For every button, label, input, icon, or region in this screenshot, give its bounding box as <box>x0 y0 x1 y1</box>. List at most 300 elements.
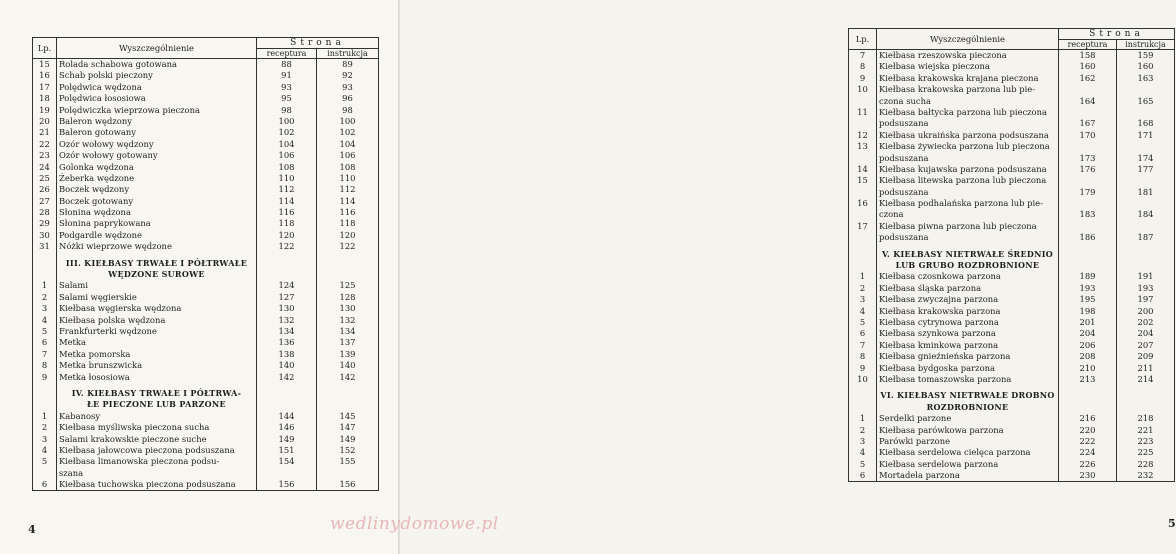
row-name: Słonina wędzona <box>57 207 257 218</box>
row-name: Golonka wędzona <box>57 162 257 173</box>
row-name: Salami węgierskie <box>57 292 257 303</box>
page-receptura: 144 <box>257 411 317 422</box>
section-title: WĘDZONE SUROWE <box>57 269 257 280</box>
table-row <box>33 411 379 422</box>
page-instrukcja: 193 <box>1117 283 1175 294</box>
table-row <box>33 150 379 161</box>
row-number: 4 <box>849 306 877 317</box>
page-receptura: 100 <box>257 116 317 127</box>
table-row <box>33 422 379 433</box>
row-name: podsuszana <box>877 232 1059 243</box>
row-number: 7 <box>33 349 57 360</box>
header-instrukcja: instrukcja <box>1117 40 1175 50</box>
page-receptura: 95 <box>257 93 317 104</box>
row-number: 6 <box>33 479 57 491</box>
row-number: 2 <box>33 292 57 303</box>
table-row <box>33 207 379 218</box>
table-row <box>849 164 1175 175</box>
page-receptura: 93 <box>257 82 317 93</box>
table-row <box>33 280 379 291</box>
table-row <box>849 459 1175 470</box>
page-instrukcja: 223 <box>1117 436 1175 447</box>
row-number: 9 <box>849 363 877 374</box>
page-instrukcja: 89 <box>317 59 379 71</box>
table-row <box>849 340 1175 351</box>
row-name: podsuszana <box>877 118 1059 129</box>
row-name: Kiełbasa węgierska wędzona <box>57 303 257 314</box>
page-receptura: 226 <box>1059 459 1117 470</box>
page-instrukcja: 165 <box>1117 96 1175 107</box>
row-number: 28 <box>33 207 57 218</box>
table-row <box>849 447 1175 458</box>
page-receptura: 118 <box>257 218 317 229</box>
row-name: Metka <box>57 337 257 348</box>
row-name: Kiełbasa tomaszowska parzona <box>877 374 1059 385</box>
page-instrukcja: 221 <box>1117 425 1175 436</box>
row-number: 6 <box>33 337 57 348</box>
row-name: Metka pomorska <box>57 349 257 360</box>
section-title: ŁE PIECZONE LUB PARZONE <box>57 399 257 410</box>
page-receptura: 91 <box>257 70 317 81</box>
table-row <box>849 73 1175 84</box>
page-receptura <box>1059 198 1117 209</box>
row-number: 1 <box>33 411 57 422</box>
table-row <box>33 372 379 383</box>
table-row <box>33 162 379 173</box>
row-number: 3 <box>849 436 877 447</box>
page-instrukcja: 187 <box>1117 232 1175 243</box>
page-instrukcja: 211 <box>1117 363 1175 374</box>
row-name: Kiełbasa bałtycka parzona lub pieczona <box>877 107 1059 118</box>
page-instrukcja: 214 <box>1117 374 1175 385</box>
row-number: 20 <box>33 116 57 127</box>
table-row <box>849 84 1175 95</box>
page-receptura: 127 <box>257 292 317 303</box>
row-number: 9 <box>849 73 877 84</box>
page-receptura <box>1059 221 1117 232</box>
row-name: Kiełbasa myśliwska pieczona sucha <box>57 422 257 433</box>
table-row <box>849 107 1175 118</box>
page-receptura: 134 <box>257 326 317 337</box>
page-instrukcja: 209 <box>1117 351 1175 362</box>
index-table-right <box>848 28 1175 482</box>
page-receptura: 195 <box>1059 294 1117 305</box>
page-instrukcja: 112 <box>317 184 379 195</box>
row-number: 1 <box>849 413 877 424</box>
row-name: czona sucha <box>877 96 1059 107</box>
row-name: Metka brunszwicka <box>57 360 257 371</box>
page-receptura: 140 <box>257 360 317 371</box>
row-number: 15 <box>33 59 57 71</box>
left-page <box>0 0 400 554</box>
table-row <box>849 187 1175 198</box>
table-row <box>33 292 379 303</box>
row-name: Kiełbasa szynkowa parzona <box>877 328 1059 339</box>
row-name: Baleron wędzony <box>57 116 257 127</box>
table-row <box>849 198 1175 209</box>
page-receptura: 220 <box>1059 425 1117 436</box>
table-row <box>33 241 379 252</box>
section-heading <box>33 269 379 280</box>
row-name: Kiełbasa serdelowa cielęca parzona <box>877 447 1059 458</box>
page-receptura: 213 <box>1059 374 1117 385</box>
page-instrukcja: 96 <box>317 93 379 104</box>
row-number: 21 <box>33 127 57 138</box>
table-row <box>33 70 379 81</box>
page-receptura: 158 <box>1059 50 1117 62</box>
row-number: 14 <box>849 164 877 175</box>
page-instrukcja <box>1117 107 1175 118</box>
page-receptura: 120 <box>257 230 317 241</box>
page-receptura: 164 <box>1059 96 1117 107</box>
page-instrukcja: 228 <box>1117 459 1175 470</box>
row-number: 19 <box>33 105 57 116</box>
page-receptura: 146 <box>257 422 317 433</box>
row-number: 5 <box>849 317 877 328</box>
row-number: 12 <box>849 130 877 141</box>
page-receptura <box>1059 175 1117 186</box>
table-row <box>33 59 379 71</box>
section-title: V. KIEŁBASY NIETRWAŁE ŚREDNIO <box>877 249 1059 260</box>
table-row <box>33 326 379 337</box>
row-number: 17 <box>849 221 877 232</box>
page-instrukcja: 200 <box>1117 306 1175 317</box>
table-row <box>33 184 379 195</box>
row-number: 6 <box>849 328 877 339</box>
row-name: Rolada schabowa gotowana <box>57 59 257 71</box>
table-row <box>33 434 379 445</box>
table-row <box>849 283 1175 294</box>
page-instrukcja: 128 <box>317 292 379 303</box>
section-heading <box>33 388 379 399</box>
page-instrukcja: 156 <box>317 479 379 491</box>
page-instrukcja <box>317 468 379 479</box>
page-receptura <box>1059 141 1117 152</box>
row-name: Kiełbasa litewska parzona lub pieczona <box>877 175 1059 186</box>
page-receptura: 186 <box>1059 232 1117 243</box>
page-instrukcja: 98 <box>317 105 379 116</box>
row-number: 8 <box>849 351 877 362</box>
row-number: 26 <box>33 184 57 195</box>
page-receptura: 189 <box>1059 271 1117 282</box>
page-instrukcja: 149 <box>317 434 379 445</box>
page-receptura: 136 <box>257 337 317 348</box>
table-row <box>849 294 1175 305</box>
header-receptura: receptura <box>1059 40 1117 50</box>
row-name: Polędwiczka wieprzowa pieczona <box>57 105 257 116</box>
page-instrukcja: 132 <box>317 315 379 326</box>
page-receptura: 183 <box>1059 209 1117 220</box>
header-strona: Strona <box>1059 29 1175 40</box>
page-receptura: 151 <box>257 445 317 456</box>
row-name: Kiełbasa piwna parzona lub pieczona <box>877 221 1059 232</box>
row-name: Kiełbasa zwyczajna parzona <box>877 294 1059 305</box>
page-receptura: 106 <box>257 150 317 161</box>
row-number: 2 <box>849 283 877 294</box>
row-name: Kiełbasa wiejska pieczona <box>877 61 1059 72</box>
page-instrukcja: 225 <box>1117 447 1175 458</box>
page-instrukcja: 130 <box>317 303 379 314</box>
page-receptura: 156 <box>257 479 317 491</box>
row-name: Mortadela parzona <box>877 470 1059 482</box>
page-receptura: 204 <box>1059 328 1117 339</box>
table-row <box>33 337 379 348</box>
page-receptura: 224 <box>1059 447 1117 458</box>
header-lp: Lp. <box>33 38 57 59</box>
table-row <box>849 271 1175 282</box>
row-number: 27 <box>33 196 57 207</box>
page-instrukcja: 171 <box>1117 130 1175 141</box>
row-name: Kabanosy <box>57 411 257 422</box>
table-row <box>849 363 1175 374</box>
row-name: Kiełbasa serdelowa parzona <box>877 459 1059 470</box>
page-instrukcja: 177 <box>1117 164 1175 175</box>
row-number: 3 <box>849 294 877 305</box>
row-name: Kiełbasa kminkowa parzona <box>877 340 1059 351</box>
row-number: 31 <box>33 241 57 252</box>
table-row <box>849 374 1175 385</box>
right-page <box>400 0 1176 554</box>
row-number: 7 <box>849 340 877 351</box>
page-instrukcja: 181 <box>1117 187 1175 198</box>
table-row <box>33 360 379 371</box>
page-receptura: 176 <box>1059 164 1117 175</box>
page-instrukcja: 93 <box>317 82 379 93</box>
header-strona: Strona <box>257 38 379 49</box>
row-number: 8 <box>33 360 57 371</box>
header-receptura: receptura <box>257 49 317 59</box>
row-number: 1 <box>849 271 877 282</box>
row-number <box>849 209 877 220</box>
table-row <box>849 130 1175 141</box>
table-row <box>849 351 1175 362</box>
row-name: Salami krakowskie pieczone suche <box>57 434 257 445</box>
section-title: LUB GRUBO ROZDROBNIONE <box>877 260 1059 271</box>
section-title: ROZDROBNIONE <box>877 402 1059 413</box>
page-receptura: 167 <box>1059 118 1117 129</box>
row-number: 9 <box>33 372 57 383</box>
row-name: Boczek gotowany <box>57 196 257 207</box>
table-row <box>33 456 379 467</box>
page-instrukcja <box>1117 221 1175 232</box>
page-instrukcja: 202 <box>1117 317 1175 328</box>
section-heading <box>849 260 1175 271</box>
row-number: 6 <box>849 470 877 482</box>
row-name: Kiełbasa gnieźnieńska parzona <box>877 351 1059 362</box>
row-number: 2 <box>33 422 57 433</box>
page-instrukcja: 134 <box>317 326 379 337</box>
page-receptura: 173 <box>1059 153 1117 164</box>
page-instrukcja: 125 <box>317 280 379 291</box>
row-number: 3 <box>33 434 57 445</box>
row-name: Kiełbasa polska wędzona <box>57 315 257 326</box>
header-instrukcja: instrukcja <box>317 49 379 59</box>
row-name: Kiełbasa żywiecka parzona lub pieczona <box>877 141 1059 152</box>
row-name: Kiełbasa rzeszowska pieczona <box>877 50 1059 62</box>
page-receptura: 116 <box>257 207 317 218</box>
table-row <box>33 479 379 491</box>
row-name: Baleron gotowany <box>57 127 257 138</box>
row-number <box>849 96 877 107</box>
table-row <box>849 175 1175 186</box>
page-receptura: 210 <box>1059 363 1117 374</box>
page-receptura <box>257 468 317 479</box>
page-instrukcja: 137 <box>317 337 379 348</box>
page-receptura: 208 <box>1059 351 1117 362</box>
row-name: Kiełbasa czosnkowa parzona <box>877 271 1059 282</box>
page-number-left: 4 <box>28 523 36 536</box>
row-number: 4 <box>33 315 57 326</box>
page-instrukcja: 114 <box>317 196 379 207</box>
page-receptura: 114 <box>257 196 317 207</box>
table-row <box>33 303 379 314</box>
row-name: Serdelki parzone <box>877 413 1059 424</box>
page-instrukcja: 174 <box>1117 153 1175 164</box>
row-number <box>849 187 877 198</box>
page-instrukcja: 140 <box>317 360 379 371</box>
page-receptura: 216 <box>1059 413 1117 424</box>
page-instrukcja: 108 <box>317 162 379 173</box>
row-number: 13 <box>849 141 877 152</box>
table-row <box>849 61 1175 72</box>
row-name: Ozór wołowy wędzony <box>57 139 257 150</box>
row-name: Polędwica wędzona <box>57 82 257 93</box>
row-name: Podgardle wędzone <box>57 230 257 241</box>
page-receptura: 160 <box>1059 61 1117 72</box>
row-name: podsuszana <box>877 187 1059 198</box>
row-number: 5 <box>33 456 57 467</box>
row-number: 25 <box>33 173 57 184</box>
page-receptura: 206 <box>1059 340 1117 351</box>
section-heading <box>33 258 379 269</box>
table-row <box>33 230 379 241</box>
page-receptura: 108 <box>257 162 317 173</box>
table-row <box>849 425 1175 436</box>
page-receptura: 162 <box>1059 73 1117 84</box>
page-instrukcja: 191 <box>1117 271 1175 282</box>
page-instrukcja: 152 <box>317 445 379 456</box>
page-instrukcja: 116 <box>317 207 379 218</box>
row-name: Nóżki wieprzowe wędzone <box>57 241 257 252</box>
row-name: Słonina paprykowana <box>57 218 257 229</box>
page-receptura: 130 <box>257 303 317 314</box>
page-instrukcja: 207 <box>1117 340 1175 351</box>
row-number: 10 <box>849 84 877 95</box>
row-number: 16 <box>33 70 57 81</box>
header-name: Wyszczególnienie <box>57 38 257 59</box>
row-name: Schab polski pieczony <box>57 70 257 81</box>
table-row <box>849 317 1175 328</box>
table-row <box>33 218 379 229</box>
page-instrukcja: 122 <box>317 241 379 252</box>
table-row <box>33 127 379 138</box>
table-row <box>33 116 379 127</box>
page-instrukcja: 160 <box>1117 61 1175 72</box>
section-heading <box>849 249 1175 260</box>
page-receptura <box>1059 107 1117 118</box>
row-name: Kiełbasa ukraińska parzona podsuszana <box>877 130 1059 141</box>
section-title: IV. KIEŁBASY TRWAŁE I PÓŁTRWA- <box>57 388 257 399</box>
table-row <box>849 413 1175 424</box>
row-number: 3 <box>33 303 57 314</box>
row-number: 22 <box>33 139 57 150</box>
page-instrukcja <box>1117 175 1175 186</box>
page-receptura: 179 <box>1059 187 1117 198</box>
page-instrukcja: 168 <box>1117 118 1175 129</box>
row-name: Żeberka wędzone <box>57 173 257 184</box>
page-instrukcja <box>1117 84 1175 95</box>
section-title: VI. KIEŁBASY NIETRWAŁE DROBNO <box>877 390 1059 401</box>
page-instrukcja <box>1117 198 1175 209</box>
page-receptura: 98 <box>257 105 317 116</box>
table-row <box>849 96 1175 107</box>
table-row <box>849 470 1175 482</box>
row-name: Kiełbasa kujawska parzona podsuszana <box>877 164 1059 175</box>
table-row <box>33 82 379 93</box>
row-name: czona <box>877 209 1059 220</box>
header-name: Wyszczególnienie <box>877 29 1059 50</box>
page-receptura: 112 <box>257 184 317 195</box>
section-title: III. KIEŁBASY TRWAŁE I PÓŁTRWAŁE <box>57 258 257 269</box>
row-name: Parówki parzone <box>877 436 1059 447</box>
page-instrukcja: 139 <box>317 349 379 360</box>
row-number: 2 <box>849 425 877 436</box>
page-receptura: 201 <box>1059 317 1117 328</box>
page-receptura: 138 <box>257 349 317 360</box>
page-receptura: 222 <box>1059 436 1117 447</box>
page-instrukcja <box>1117 141 1175 152</box>
index-table-left <box>32 37 379 491</box>
page-instrukcja: 147 <box>317 422 379 433</box>
page-instrukcja: 232 <box>1117 470 1175 482</box>
row-number: 15 <box>849 175 877 186</box>
page-instrukcja: 159 <box>1117 50 1175 62</box>
table-row <box>33 173 379 184</box>
table-row <box>849 436 1175 447</box>
row-name: szana <box>57 468 257 479</box>
table-row <box>849 221 1175 232</box>
table-row <box>33 468 379 479</box>
row-number: 5 <box>33 326 57 337</box>
section-heading <box>33 399 379 410</box>
page-receptura: 132 <box>257 315 317 326</box>
row-number: 5 <box>849 459 877 470</box>
row-number <box>849 232 877 243</box>
table-row <box>849 209 1175 220</box>
page-receptura: 230 <box>1059 470 1117 482</box>
row-name: Kiełbasa cytrynowa parzona <box>877 317 1059 328</box>
table-row <box>33 93 379 104</box>
page-instrukcja: 197 <box>1117 294 1175 305</box>
page-instrukcja: 145 <box>317 411 379 422</box>
page-instrukcja: 110 <box>317 173 379 184</box>
row-name: Polędwica łososiowa <box>57 93 257 104</box>
table-row <box>849 306 1175 317</box>
table-row <box>33 105 379 116</box>
page-instrukcja: 184 <box>1117 209 1175 220</box>
row-number: 4 <box>33 445 57 456</box>
row-name: Frankfurterki wędzone <box>57 326 257 337</box>
row-number: 16 <box>849 198 877 209</box>
row-name: Kiełbasa śląska parzona <box>877 283 1059 294</box>
section-heading <box>849 390 1175 401</box>
row-number <box>849 153 877 164</box>
page-instrukcja: 142 <box>317 372 379 383</box>
page-receptura: 122 <box>257 241 317 252</box>
table-row <box>33 139 379 150</box>
row-number: 17 <box>33 82 57 93</box>
row-number: 29 <box>33 218 57 229</box>
